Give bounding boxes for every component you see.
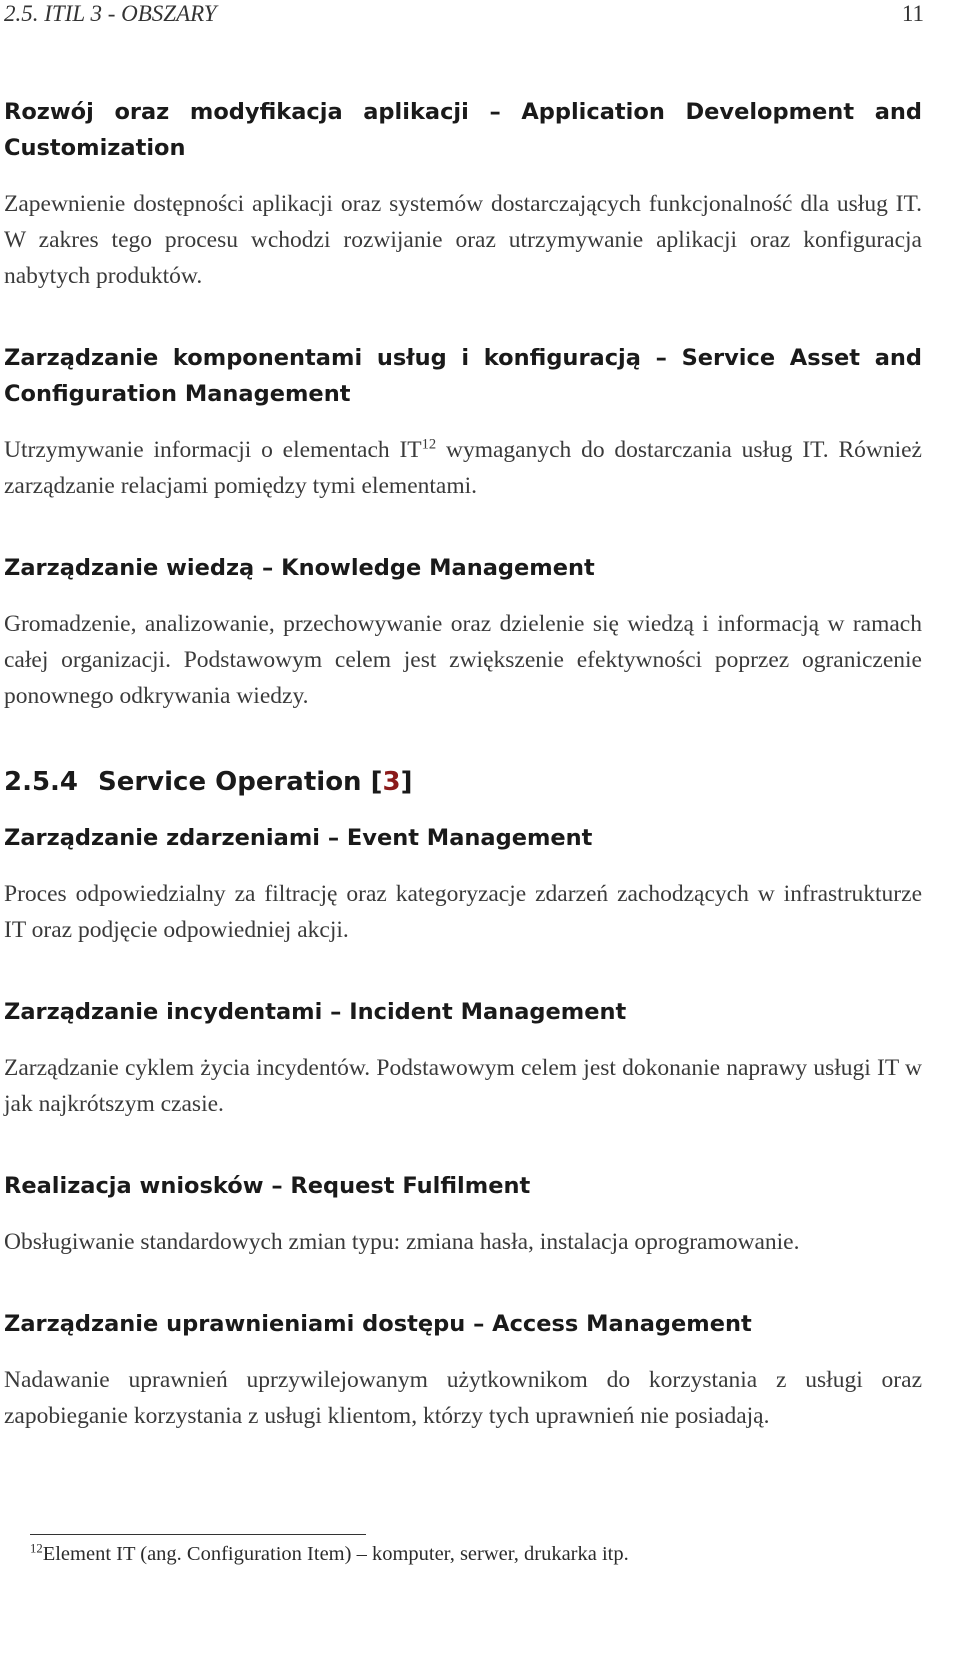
main-content <box>4 94 922 1434</box>
block-text: Zarządzanie cyklem życia incydentów. Podstawowym celem jest dokonanie naprawy usługi IT w jak najkrótszym czasie. <box>4 1055 922 1117</box>
block-title: Zarządzanie wiedzą – Knowledge Management <box>4 555 595 581</box>
block-title: Rozwój oraz modyfikacja aplikacji – Application Development and Customization <box>4 99 922 161</box>
block-title: Realizacja wniosków – Request Fulfilment <box>4 1173 531 1199</box>
section-heading <box>4 764 922 800</box>
header-page-number: 11 <box>901 1 924 26</box>
block-request-fulfilment <box>4 1144 922 1260</box>
block-text: Nadawanie uprawnień uprzywilejowanym użytkownikom do korzystania z usługi oraz zapobieganie korzystania z usługi klientom, którzy tych uprawnień nie posiadają. <box>4 1367 922 1429</box>
footnote-divider <box>30 1534 366 1535</box>
section-number: 2.5.4 <box>4 767 79 797</box>
footnote-mark-link[interactable]: 12 <box>421 436 437 453</box>
block-application-development <box>4 94 922 294</box>
section-title: Service Operation <box>98 767 371 797</box>
text-before-footnote: Utrzymywanie informacji o elementach IT <box>4 437 422 463</box>
block-text <box>4 432 922 504</box>
block-text: Proces odpowiedzialny za filtrację oraz kategoryzacje zdarzeń zachodzących w infrastrukturze IT oraz podjęcie odpowiedniej akcji. <box>4 881 922 943</box>
block-access-management <box>4 1282 922 1434</box>
block-title: Zarządzanie zdarzeniami – Event Management <box>4 825 593 851</box>
block-text: Zapewnienie dostępności aplikacji oraz systemów dostarczających funkcjonalność dla usług IT. W zakres tego procesu wchodzi rozwijanie oraz utrzymywanie aplikacji oraz konfiguracja nabytych produktów. <box>4 191 922 289</box>
citation-close: ] <box>400 767 413 797</box>
footnote <box>30 1540 629 1568</box>
block-service-asset-configuration <box>4 316 922 504</box>
section-service-operation <box>4 736 922 800</box>
block-text: Gromadzenie, analizowanie, przechowywanie oraz dzielenie się wiedzą i informacją w ramach całej organizacji. Podstawowym celem jest zwiększenie efektywności poprzez ograniczenie ponownego odkrywania wiedzy. <box>4 611 922 709</box>
block-event-management <box>4 800 922 948</box>
block-knowledge-management <box>4 526 922 714</box>
block-title: Zarządzanie komponentami usług i konfiguracją – Service Asset and Configuration Management <box>4 345 922 407</box>
footnote-number: 12 <box>30 1541 43 1556</box>
block-incident-management <box>4 970 922 1122</box>
block-text: Obsługiwanie standardowych zmian typu: zmiana hasła, instalacja oprogramowanie. <box>4 1229 800 1255</box>
footnote-text: Element IT (ang. Configuration Item) – komputer, serwer, drukarka itp. <box>42 1543 629 1565</box>
running-header <box>4 0 924 28</box>
citation-link[interactable]: 3 <box>382 767 401 797</box>
block-title: Zarządzanie uprawnieniami dostępu – Access Management <box>4 1311 752 1337</box>
citation-open: [ <box>370 767 383 797</box>
text-after-footnote: wymaganych do dostarczania usług IT. Również zarządzanie relacjami pomiędzy tymi elementami. <box>4 437 922 499</box>
header-section-title: 2.5. ITIL 3 - OBSZARY <box>4 1 217 26</box>
block-title: Zarządzanie incydentami – Incident Management <box>4 999 627 1025</box>
